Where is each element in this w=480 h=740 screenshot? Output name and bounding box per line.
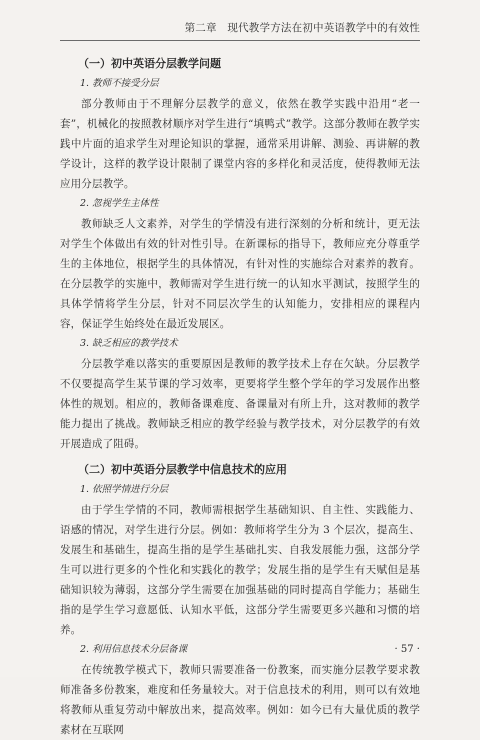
paragraph: 在传统教学模式下，教师只需要准备一份教案，而实施分层教学要求教师准备多份教案，难度和任务量较大。对于信息技术的利用，则可以有效地将教师从重复劳动中解放出来，提高效率。例如：如今已有大量优质的教学素材在互联网	[60, 664, 420, 736]
paragraph: 教师缺乏人文素养，对学生的学情没有进行深刻的分析和统计，更无法对学生个体做出有效的针对性引导。在新课标的指导下，教师应充分尊重学生的主体地位，根据学生的具体情况，有针对性的实施综合对素养的教育。在分层教学的实施中，教师需对学生进行统一的认知水平测试，按照学生的具体学情将学生分层，针对不同层次学生的认知能力，安排相应的课程内容，保证学生始终处在最近发展区。	[60, 218, 420, 330]
page-number: · 57 ·	[394, 644, 420, 655]
subsection-title: 1. 教师不接受分层	[80, 78, 159, 89]
subsection-title: 1. 依照学情进行分层	[80, 484, 169, 495]
paragraph: 分层教学难以落实的重要原因是教师的教学技术上存在欠缺。分层教学不仅要提高学生某节课的学习效率，更要将学生整个学年的学习发展作出整体性的规划。相应的，教师备课难度、备课量对有所上升，这对教师的教学能力提出了挑战。教师缺乏相应的教学经验与教学技术，对分层教学的有效开展造成了阻碍。	[60, 358, 420, 450]
running-header: 第二章 现代教学方法在初中英语教学中的有效性	[60, 16, 420, 41]
page-body	[60, 48, 420, 740]
paragraph: 部分教师由于不理解分层教学的意义，依然在教学实践中沿用“老一套”，机械化的按照教材顺序对学生进行“填鸭式”教学。这部分教师在教学实践中片面的追求学生对理论知识的掌握，通常采用讲解、测验、再讲解的教学设计，这样的教学设计限制了课堂内容的多样化和灵活度，使得教师无法应用分层教学。	[60, 98, 420, 190]
subsection-title: 2. 忽视学生主体性	[80, 198, 159, 209]
section-title: （二）初中英语分层教学中信息技术的应用	[78, 463, 287, 476]
subsection-title: 2. 利用信息技术分层备课	[80, 644, 188, 655]
section-title: （一）初中英语分层教学问题	[78, 57, 221, 70]
subsection-title: 3. 缺乏相应的教学技术	[80, 338, 178, 349]
paragraph: 由于学生学情的不同，教师需根据学生基础知识、自主性、实践能力、语感的情况，对学生进行分层。例如：教师将学生分为 3 个层次，提高生、发展生和基础生，提高生指的是学生基础扎实、自我发展能力强，这部分学生可以进行更多的个性化和实践化的教学；发展生指的是学生有天赋但是基础知识较为薄弱，这部分学生需要在加强基础的同时提高自学能力；基础生指的是学生学习意愿低、认知水平低，这部分学生需要更多兴趣和习惯的培养。	[60, 504, 420, 636]
